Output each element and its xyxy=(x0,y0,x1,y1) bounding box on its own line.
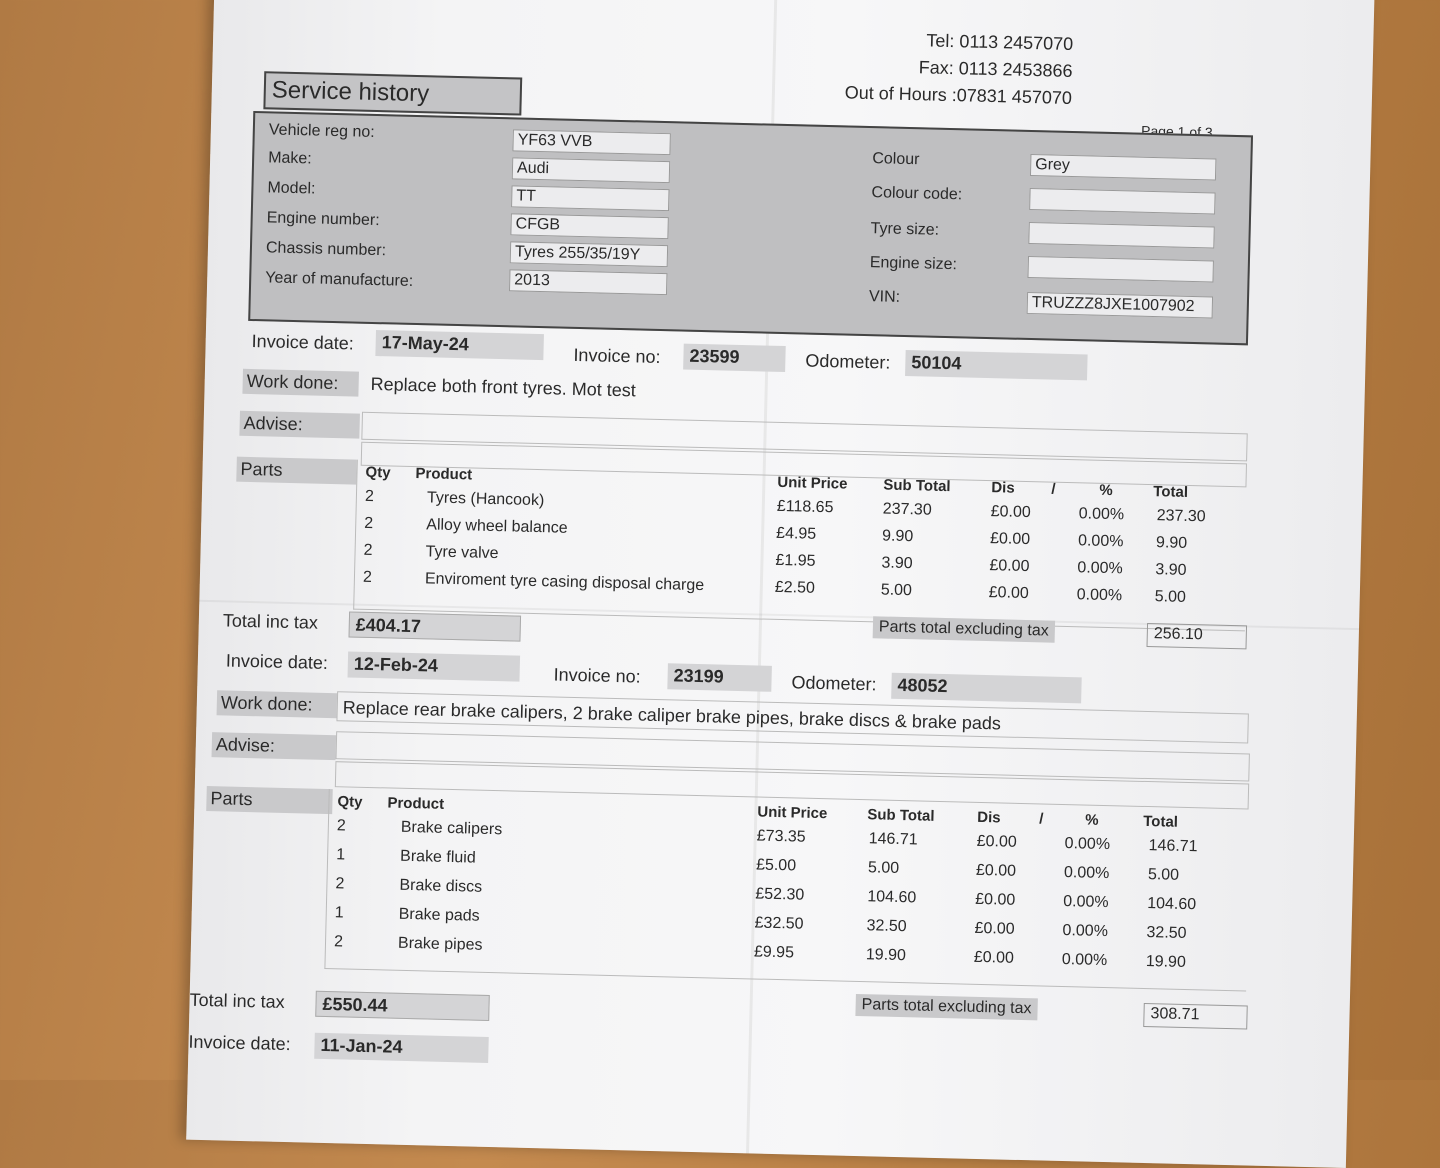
sub-total-cell: 104.60 xyxy=(867,888,917,907)
vin-label: VIN: xyxy=(868,288,901,306)
dis-cell: £0.00 xyxy=(976,832,1017,851)
page-title: Service history xyxy=(263,71,522,115)
product-cell: Enviroment tyre casing disposal charge xyxy=(424,570,705,595)
invoice-no-value: 23599 xyxy=(683,344,786,372)
invoice-no-label: Invoice no: xyxy=(553,664,641,687)
total-cell: 146.71 xyxy=(1148,837,1198,856)
qty-cell: 2 xyxy=(335,875,345,893)
product-cell: Tyres (Hancook) xyxy=(426,489,545,510)
invoice-no-label: Invoice no: xyxy=(573,344,661,367)
invoice-date-label: Invoice date: xyxy=(251,331,354,354)
pct-cell: 0.00% xyxy=(1077,532,1124,551)
unit-price-cell: £9.95 xyxy=(753,943,795,962)
dis-cell: £0.00 xyxy=(973,948,1015,967)
colour-label: Colour xyxy=(872,150,920,169)
col-unit-price: Unit Price xyxy=(777,473,848,493)
total-cell: 3.90 xyxy=(1155,561,1187,579)
parts-total-label: Parts total excluding tax xyxy=(873,616,1055,642)
model-value: TT xyxy=(511,185,669,211)
odometer-value: 48052 xyxy=(891,673,1082,704)
pct-cell: 0.00% xyxy=(1063,864,1110,883)
advise-label: Advise: xyxy=(212,732,337,760)
product-cell: Tyre valve xyxy=(425,543,499,563)
product-cell: Brake fluid xyxy=(399,847,476,867)
tyre-size-value xyxy=(1028,222,1214,249)
dis-cell: £0.00 xyxy=(988,584,1030,603)
parts-label: Parts xyxy=(236,457,357,485)
next-invoice-date-value: 11-Jan-24 xyxy=(314,1033,489,1063)
reg-value: YF63 VVB xyxy=(512,129,670,155)
pct-cell: 0.00% xyxy=(1076,586,1123,605)
dis-cell: £0.00 xyxy=(975,890,1016,909)
col-product: Product xyxy=(415,465,473,484)
colour-code-label: Colour code: xyxy=(871,184,963,204)
unit-price-cell: £4.95 xyxy=(775,524,817,543)
advise-label: Advise: xyxy=(239,411,360,439)
col-total: Total xyxy=(1143,812,1179,831)
col-sub-total: Sub Total xyxy=(883,476,951,496)
work-done-text: Replace both front tyres. Mot test xyxy=(370,373,636,401)
unit-price-cell: £32.50 xyxy=(754,914,804,933)
sub-total-cell: 9.90 xyxy=(881,527,914,546)
engine-size-value xyxy=(1027,256,1213,283)
sub-total-cell: 5.00 xyxy=(867,859,900,877)
tyre-size-label: Tyre size: xyxy=(870,220,940,239)
product-cell: Brake pads xyxy=(398,905,480,925)
total-inc-tax-label: Total inc tax xyxy=(222,610,319,633)
next-invoice-date-label: Invoice date: xyxy=(188,1031,291,1055)
qty-cell: 2 xyxy=(364,514,374,533)
product-cell: Brake discs xyxy=(399,876,483,896)
qty-cell: 1 xyxy=(334,904,344,922)
col-pct: % xyxy=(1085,811,1099,829)
dis-cell: £0.00 xyxy=(975,861,1017,880)
col-total: Total xyxy=(1153,483,1189,501)
sub-total-cell: 237.30 xyxy=(882,500,932,519)
total-cell: 5.00 xyxy=(1147,866,1180,884)
unit-price-cell: £118.65 xyxy=(776,497,834,517)
col-dis: Dis xyxy=(991,479,1015,497)
product-cell: Alloy wheel balance xyxy=(426,516,568,537)
chassis-number-label: Chassis number: xyxy=(265,239,387,260)
dis-cell: £0.00 xyxy=(974,919,1015,938)
total-cell: 32.50 xyxy=(1146,924,1187,943)
page-number: Page 1 of 3 xyxy=(1140,122,1213,141)
product-cell: Brake calipers xyxy=(400,818,503,839)
dis-cell: £0.00 xyxy=(989,530,1031,549)
sub-total-cell: 32.50 xyxy=(866,917,907,936)
engine-size-label: Engine size: xyxy=(869,254,958,274)
out-of-hours: Out of Hours :07831 457070 xyxy=(844,82,1073,108)
invoice-date-label: Invoice date: xyxy=(225,650,329,673)
parts-label: Parts xyxy=(206,786,333,814)
invoice-date-value: 17-May-24 xyxy=(375,330,544,360)
parts-table xyxy=(324,789,1250,991)
pct-cell: 0.00% xyxy=(1061,950,1108,970)
odometer-value: 50104 xyxy=(905,350,1088,380)
vehicle-details-panel xyxy=(248,111,1253,345)
fax: Fax: 0113 2453866 xyxy=(918,57,1073,81)
engine-number-label: Engine number: xyxy=(266,209,380,230)
qty-cell: 2 xyxy=(362,568,373,587)
work-done-label: Work done: xyxy=(217,690,338,718)
qty-cell: 2 xyxy=(336,817,346,835)
dis-cell: £0.00 xyxy=(990,503,1031,522)
unit-price-cell: £52.30 xyxy=(755,885,805,904)
year-value: 2013 xyxy=(509,269,667,295)
unit-price-cell: £1.95 xyxy=(775,551,816,570)
work-done-text: Replace rear brake calipers, 2 brake caliper brake pipes, brake discs & brake pads xyxy=(342,697,1002,734)
col-qty: Qty xyxy=(337,793,363,811)
total-cell: 104.60 xyxy=(1147,895,1197,914)
colour-value: Grey xyxy=(1030,154,1216,181)
engine-number-value: CFGB xyxy=(510,213,668,239)
pct-cell: 0.00% xyxy=(1064,835,1111,854)
col-pct: % xyxy=(1099,481,1113,500)
total-inc-tax-value: £550.44 xyxy=(315,991,490,1021)
parts-table xyxy=(353,460,1248,632)
col-unit-price: Unit Price xyxy=(757,803,828,823)
sub-total-cell: 146.71 xyxy=(868,830,918,849)
col-sub-total: Sub Total xyxy=(867,806,935,825)
parts-total-value: 256.10 xyxy=(1146,623,1247,649)
col-qty: Qty xyxy=(365,463,391,482)
sub-total-cell: 5.00 xyxy=(880,581,913,600)
garage-contact xyxy=(832,25,1074,112)
parts-total-value: 308.71 xyxy=(1143,1003,1248,1030)
invoice-date-value: 12-Feb-24 xyxy=(348,651,521,681)
unit-price-cell: £2.50 xyxy=(774,578,816,597)
col-product: Product xyxy=(387,794,445,813)
total-cell: 9.90 xyxy=(1155,534,1188,552)
odometer-label: Odometer: xyxy=(805,350,891,373)
total-cell: 19.90 xyxy=(1145,953,1187,972)
invoice-no-value: 23199 xyxy=(667,663,772,692)
qty-cell: 2 xyxy=(364,487,375,506)
col-slash: / xyxy=(1039,810,1044,828)
qty-cell: 2 xyxy=(333,933,344,951)
unit-price-cell: £5.00 xyxy=(755,856,797,875)
total-inc-tax-value: £404.17 xyxy=(348,611,521,641)
telephone: Tel: 0113 2457070 xyxy=(926,30,1074,54)
service-history-document xyxy=(186,0,1374,1168)
pct-cell: 0.00% xyxy=(1077,559,1123,578)
model-label: Model: xyxy=(267,179,316,198)
unit-price-cell: £73.35 xyxy=(756,827,806,846)
total-inc-tax-label: Total inc tax xyxy=(189,989,285,1013)
work-done-label: Work done: xyxy=(242,369,359,397)
odometer-label: Odometer: xyxy=(791,672,877,695)
colour-code-value xyxy=(1029,188,1215,215)
total-cell: 5.00 xyxy=(1154,588,1187,606)
chassis-number-value: Tyres 255/35/19Y xyxy=(510,241,668,267)
qty-cell: 2 xyxy=(363,541,373,560)
qty-cell: 1 xyxy=(335,846,346,864)
year-label: Year of manufacture: xyxy=(265,269,414,290)
reg-label: Vehicle reg no: xyxy=(268,121,375,141)
make-value: Audi xyxy=(512,157,670,183)
product-cell: Brake pipes xyxy=(397,934,483,954)
pct-cell: 0.00% xyxy=(1078,505,1125,524)
col-dis: Dis xyxy=(977,808,1001,827)
parts-total-label: Parts total excluding tax xyxy=(855,994,1037,1020)
sub-total-cell: 3.90 xyxy=(881,554,913,573)
pct-cell: 0.00% xyxy=(1062,921,1109,941)
col-slash: / xyxy=(1051,480,1056,498)
dis-cell: £0.00 xyxy=(989,557,1030,576)
make-label: Make: xyxy=(267,149,312,168)
sub-total-cell: 19.90 xyxy=(865,946,907,965)
pct-cell: 0.00% xyxy=(1063,893,1109,912)
vin-value: TRUZZZ8JXE1007902 xyxy=(1027,292,1213,319)
total-cell: 237.30 xyxy=(1156,507,1206,526)
